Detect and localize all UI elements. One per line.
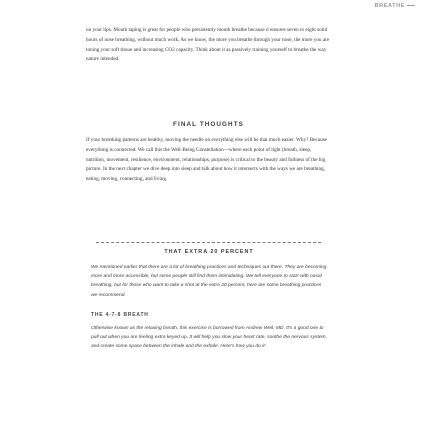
sidebar-top-divider [96, 242, 321, 243]
final-thoughts-paragraph: If your breathing patterns are healthy, moving the needle on everything else will be that much easier. Why? Because everything is connected. We call this the Well-Being Constellation—where each point of light (breath, sleep, nutrition, movement, resilience, environment, relationships, purpose) is critical to the beauty and fullness of the big picture. In the next chapter we dive deep into sleep and talk about how it intersects with the ways we are breathing, eating, moving, connecting, and living. [86, 137, 327, 183]
running-header-rule [407, 5, 415, 6]
final-thoughts-section [86, 121, 331, 185]
running-header [375, 3, 415, 9]
intro-block [86, 26, 331, 65]
sidebar-paragraph: We mentioned earlier that there are a lot of breathing practices and techniques out there. They are becoming more and more accessible, but some people still find them intimidating. We tell everyone to start with nasal breathing, but for those who want to take a shot at the extra 20 percent, here are some breathing practices we recommend. [91, 265, 327, 298]
intro-paragraph: on your lips. Mouth taping is great for people who persistently mouth breathe because it ensures seven to eight solid hours of nose breathing, without much work. As we know, the more you breathe through your nose, the more you are toning your soft tissue and increasing CO2 capacity. Think about it as passively training yourself to breathe the way nature intended. [86, 27, 330, 63]
sidebar-heading: THAT EXTRA 20 PERCENT [164, 249, 254, 255]
sidebar-box [91, 249, 327, 351]
technique-heading: THE 4-7-8 BREATH [91, 311, 149, 318]
final-thoughts-heading: FINAL THOUGHTS [173, 121, 244, 128]
running-header-label: BREATHE [374, 3, 405, 9]
technique-paragraph: Otherwise known as the relaxing breath, this exercise is borrowed from Andrew Weil, MD. It's a good one to pull out when you are feeling extra keyed up. It will help you slow your heart rate, soothe the nervous system, and create some space between the inhale and the exhale. Here's how you do it: [91, 325, 327, 350]
